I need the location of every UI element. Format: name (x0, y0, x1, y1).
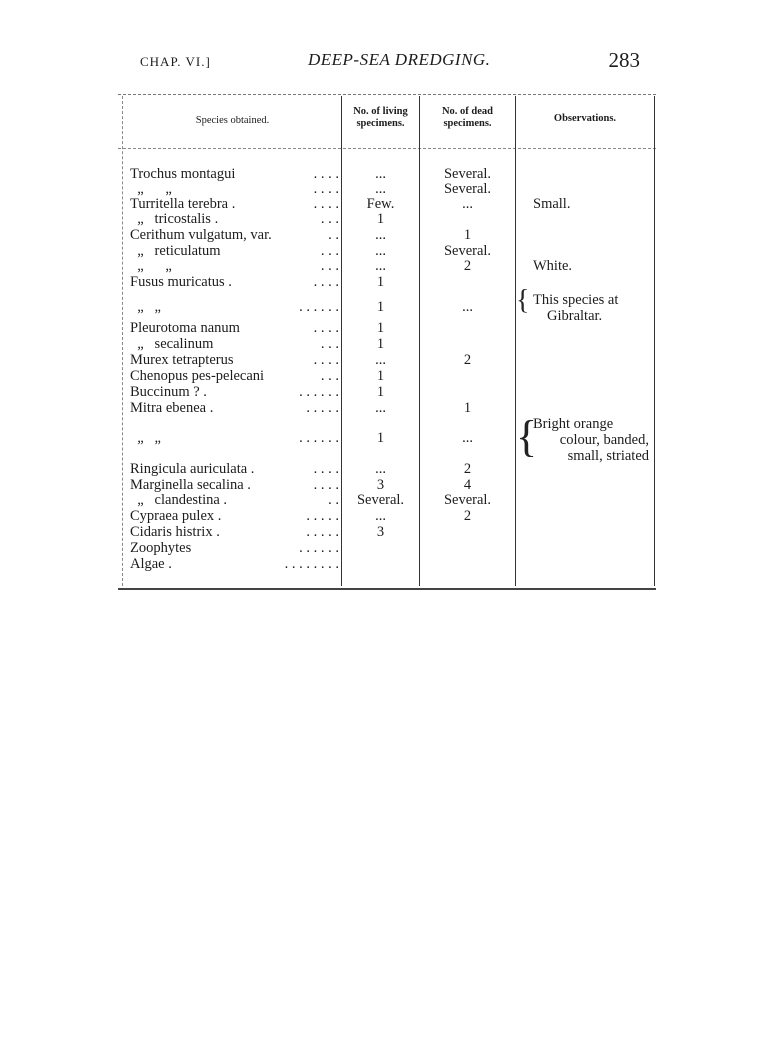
living-count: ... (375, 400, 386, 416)
species-name: „ tricostalis . (130, 211, 219, 227)
dead-count: 2 (463, 461, 472, 477)
observation-line: This species at (533, 292, 619, 308)
leader-dots: . . . . . (306, 508, 339, 524)
table-row (118, 400, 656, 416)
leader-dots: . . . . (313, 461, 339, 477)
species-cell (118, 299, 341, 315)
living-count: ... (375, 166, 386, 182)
species-name: Buccinum ? . (130, 384, 207, 400)
species-name: „ secalinum (130, 336, 214, 352)
table-row (118, 227, 656, 243)
species-cell (118, 243, 341, 259)
species-cell (118, 352, 341, 368)
living-count: 1 (376, 211, 385, 227)
observation-mitra (533, 416, 649, 464)
species-name: Cypraea pulex . (130, 508, 222, 524)
table-row (118, 274, 656, 290)
species-cell (118, 227, 341, 243)
observation: White. (533, 258, 573, 274)
living-count: ... (375, 258, 386, 274)
species-name: „ clandestina . (130, 492, 228, 508)
table-row (118, 258, 656, 274)
page-number: 283 (608, 48, 640, 72)
species-name: Pleurotoma nanum (130, 320, 240, 336)
living-count: ... (375, 227, 386, 243)
species-name: Cerithum vulgatum, var. (130, 227, 272, 243)
table-row (118, 540, 656, 556)
dead-count: 1 (463, 400, 472, 416)
table-bottom-rule (118, 588, 656, 590)
species-cell (118, 274, 341, 290)
leader-dots: . . . . (313, 166, 339, 182)
dead-count: 2 (463, 508, 472, 524)
page-header (118, 48, 640, 74)
leader-dots: . . . (320, 336, 339, 352)
dead-count: Several. (443, 492, 492, 508)
species-name: Zoophytes (130, 540, 192, 556)
species-name: Marginella secalina . (130, 477, 251, 493)
table-row (118, 384, 656, 400)
living-count: 1 (376, 299, 385, 315)
species-cell (118, 430, 341, 446)
leader-dots: . . (328, 492, 339, 508)
species-name: Chenopus pes-pelecani (130, 368, 265, 384)
species-name: Trochus montagui (130, 166, 236, 182)
species-cell (118, 211, 341, 227)
species-cell (118, 492, 341, 508)
leader-dots: . . . . . (306, 524, 339, 540)
observation-line: Bright orange (533, 416, 614, 432)
observation-line: colour, banded, (559, 432, 649, 448)
table-row (118, 368, 656, 384)
species-cell (118, 336, 341, 352)
species-name: Fusus muricatus . (130, 274, 232, 290)
living-count: 3 (376, 477, 385, 493)
table-top-rule (118, 94, 656, 95)
leader-dots: . . (328, 227, 339, 243)
leader-dots: . . . (320, 243, 339, 259)
dead-count: ... (462, 299, 473, 315)
living-count: ... (375, 243, 386, 259)
species-cell (118, 400, 341, 416)
table-row (118, 196, 656, 212)
living-count: 1 (376, 320, 385, 336)
dead-count: 2 (463, 258, 472, 274)
table-row (118, 166, 656, 182)
leader-dots: . . . . . . (299, 430, 339, 446)
table-row (118, 336, 656, 352)
dredging-results-table (118, 94, 656, 590)
table-row (118, 243, 656, 259)
header-dead: No. of dead specimens. (441, 106, 494, 129)
species-name: Turritella terebra . (130, 196, 236, 212)
species-name: „ reticulatum (130, 243, 221, 259)
species-cell (118, 556, 341, 572)
living-count: ... (375, 181, 386, 197)
observation-line: Gibraltar. (547, 308, 603, 324)
living-count: Few. (366, 196, 395, 212)
species-cell (118, 477, 341, 493)
leader-dots: . . . . (313, 181, 339, 197)
leader-dots: . . . . . (306, 400, 339, 416)
observation-brace: { (516, 285, 530, 316)
table-row (118, 211, 656, 227)
species-cell (118, 524, 341, 540)
table-row (118, 477, 656, 493)
header-living: No. of living specimens. (353, 106, 408, 129)
species-cell (118, 166, 341, 182)
living-count: ... (375, 508, 386, 524)
table-header-rule (118, 148, 656, 149)
species-cell (118, 461, 341, 477)
species-name: Algae . (130, 556, 172, 572)
species-cell (118, 508, 341, 524)
dead-count: 4 (463, 477, 472, 493)
species-name: „ „ (130, 181, 172, 197)
living-count: 1 (376, 430, 385, 446)
species-name: „ „ (130, 258, 172, 274)
dead-count: ... (462, 430, 473, 446)
chapter-label: CHAP. VI.] (140, 54, 211, 69)
living-count: 1 (376, 384, 385, 400)
observation-gibraltar (533, 292, 651, 324)
leader-dots: . . . . (313, 477, 339, 493)
observation-brace: { (516, 412, 538, 461)
species-cell (118, 181, 341, 197)
species-name: Mitra ebenea . (130, 400, 214, 416)
table-row (118, 524, 656, 540)
header-species: Species obtained. (195, 115, 270, 126)
species-name: Ringicula auriculata . (130, 461, 255, 477)
living-count: Several. (356, 492, 405, 508)
species-cell (118, 320, 341, 336)
dead-count: 2 (463, 352, 472, 368)
species-cell (118, 368, 341, 384)
observation: Small. (533, 196, 571, 212)
dead-count: Several. (443, 243, 492, 259)
living-count: 1 (376, 368, 385, 384)
species-name: „ „ (130, 299, 161, 315)
leader-dots: . . . . (313, 320, 339, 336)
dead-count: 1 (463, 227, 472, 243)
living-count: 1 (376, 336, 385, 352)
dead-count: ... (462, 196, 473, 212)
species-name: Cidaris histrix . (130, 524, 220, 540)
leader-dots: . . . (320, 368, 339, 384)
header-observations: Observations. (553, 113, 617, 124)
species-cell (118, 540, 341, 556)
table-row (118, 556, 656, 572)
leader-dots: . . . . . . (299, 384, 339, 400)
table-row (118, 352, 656, 368)
leader-dots: . . . . (313, 352, 339, 368)
dead-count: Several. (443, 166, 492, 182)
living-count: 3 (376, 524, 385, 540)
table-row (118, 492, 656, 508)
species-cell (118, 258, 341, 274)
table-row (118, 508, 656, 524)
table-row (118, 181, 656, 197)
living-count: 1 (376, 274, 385, 290)
leader-dots: . . . . . . . . (284, 556, 339, 572)
living-count: ... (375, 352, 386, 368)
leader-dots: . . . . . . (299, 540, 339, 556)
leader-dots: . . . (320, 258, 339, 274)
observation-line: small, striated (567, 448, 649, 464)
species-name: Murex tetrapterus (130, 352, 234, 368)
leader-dots: . . . (320, 211, 339, 227)
species-name: „ „ (130, 430, 161, 446)
dead-count: Several. (443, 181, 492, 197)
species-cell (118, 384, 341, 400)
living-count: ... (375, 461, 386, 477)
species-cell (118, 196, 341, 212)
leader-dots: . . . . . . (299, 299, 339, 315)
running-title: DEEP-SEA DREDGING. (308, 50, 491, 69)
leader-dots: . . . . (313, 196, 339, 212)
leader-dots: . . . . (313, 274, 339, 290)
